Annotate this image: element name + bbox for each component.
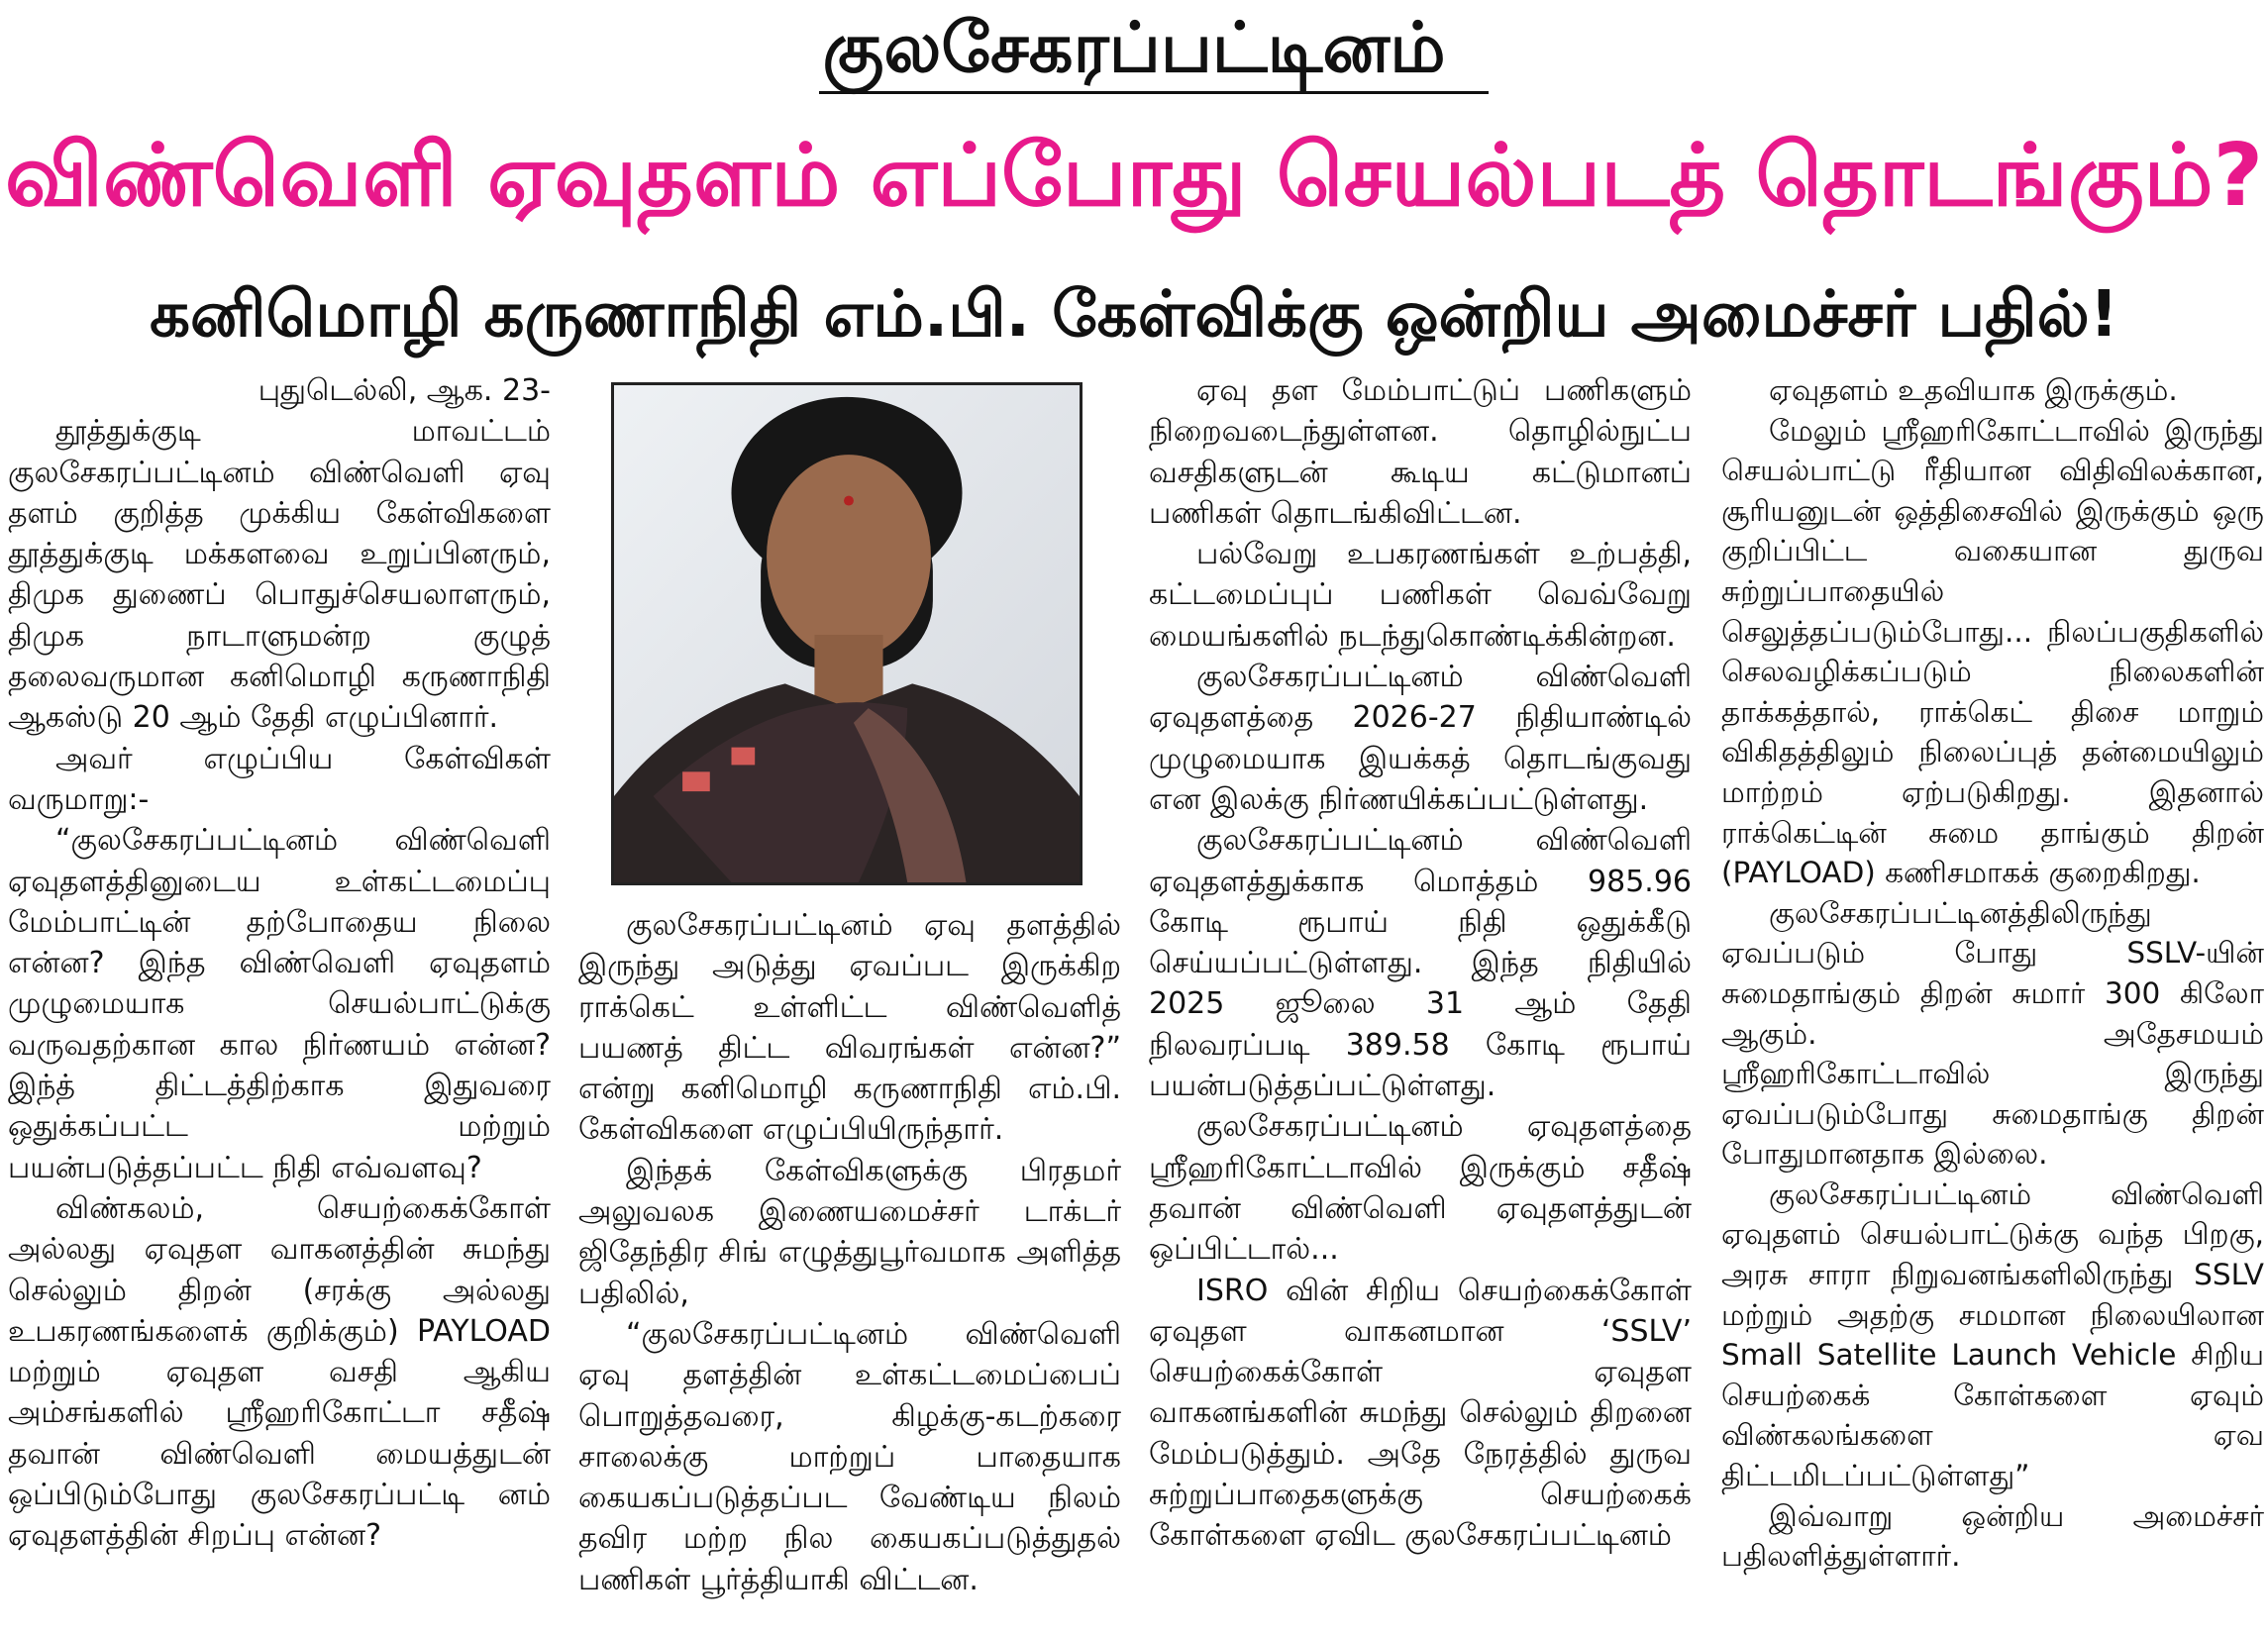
paragraph: பல்வேறு உபகரணங்கள் உற்பத்தி, கட்டமைப்புப் பணிகள் வெவ்வேறு மையங்களில் நடந்துகொண்டிக்கின்றன.: [1149, 537, 1692, 654]
paragraph: “குலசேகரப்பட்டினம் விண்வெளி ஏவுதளத்தினுடைய உள்கட்டமைப்பு மேம்பாட்டின் தற்போதைய நிலை என்ன? இந்த விண்வெளி ஏவுதளம் முழுமையாக செயல்பாட்டுக்கு வருவதற்கான கால நிர்ணயம் என்ன? இந்த் திட்டத்திற்காக இதுவரை ஒதுக்கப்பட்ட மற்றும் பயன்படுத்தப்பட்ட நிதி எவ்வளவு?: [8, 823, 551, 1185]
paragraph: குலசேகரப்பட்டினம் விண்வெளி ஏவுதளத்துக்காக மொத்தம் 985.96 கோடி ரூபாய் நிதி ஒதுக்கீடு செய்யப்பட்டுள்ளது. இந்த நிதியில் 2025 ஜூலை 31 ஆம் தேதி நிலவரப்படி 389.58 கோடி ரூபாய் பயன்படுத்தப்பட்டுள்ளது.: [1149, 823, 1692, 1104]
article-column-1: [8, 370, 551, 1557]
article-column-2: [578, 905, 1121, 1600]
paragraph: இந்தக் கேள்விகளுக்கு பிரதமர் அலுவலக இணையமைச்சர் டாக்டர் ஜிதேந்திர சிங் எழுத்துபூர்வமாக அளித்த பதிலில்,: [578, 1153, 1121, 1311]
paragraph: அவர் எழுப்பிய கேள்விகள் வருமாறு:-: [8, 741, 551, 817]
paragraph: ஏவுதளம் உதவியாக இருக்கும்.: [1769, 373, 2178, 407]
paragraph: குலசேகரப்பட்டினத்திலிருந்து ஏவப்படும் போது SSLV-யின் சுமைதாங்கும் திறன் சுமார் 300 கிலோ ஆகும். அதேசமயம் ஸ்ரீஹரிகோட்டாவில் இருந்து ஏவப்படும்போது சுமைதாங்கு திறன் போதுமானதாக இல்லை.: [1721, 895, 2264, 1172]
subheadline: கனிமொழி கருணாநிதி எம்.பி. கேள்விக்கு ஒன்றிய அமைச்சர் பதில்!: [150, 278, 2118, 352]
paragraph: குலசேகரப்பட்டினம் விண்வெளி ஏவுதளத்தை 2026-27 நிதியாண்டில் முழுமையாக இயக்கத் தொடங்குவது என இலக்கு நிர்ணயிக்கப்பட்டுள்ளது.: [1149, 660, 1692, 817]
headline: விண்வெளி ஏவுதளம் எப்போது செயல்படத் தொடங்கும்?: [4, 125, 2264, 226]
kicker-underline: [819, 91, 1489, 94]
paragraph: குலசேகரப்பட்டினம் ஏவுதளத்தை ஸ்ரீஹரிகோட்டாவில் இருக்கும் சதீஷ் தவான் விண்வெளி ஏவுதளத்துடன் ஒப்பிட்டால்...: [1149, 1109, 1692, 1268]
paragraph: ISRO வின் சிறிய செயற்கைக்கோள் ஏவுதள வாகனமான ‘SSLV’ செயற்கைக்கோள் ஏவுதள வாகனங்களின் சுமந்து செல்லும் திறனை மேம்படுத்தும். அதே நேரத்தில் துருவ சுற்றுப்பாதைகளுக்கு செயற்கைக் கோள்களை ஏவிட குலசேகரப்பட்டினம்: [1149, 1273, 1692, 1554]
paragraph: “குலசேகரப்பட்டினம் விண்வெளி ஏவு தளத்தின் உள்கட்டமைப்பைப் பொறுத்தவரை, கிழக்கு-கடற்கரை சாலைக்கு மாற்றுப் பாதையாக கையகப்படுத்தப்பட வேண்டிய நிலம் தவிர மற்ற நில கையகப்படுத்துதல் பணிகள் பூர்த்தியாகி விட்டன.: [578, 1316, 1121, 1597]
paragraph: தூத்துக்குடி மாவட்டம் குலசேகரப்பட்டினம் விண்வெளி ஏவு தளம் குறித்த முக்கிய கேள்விகளை தூத்துக்குடி மக்களவை உறுப்பினரும், திமுக துணைப் பொதுச்செயலாளரும், திமுக நாடாளுமன்ற குழுத் தலைவருமான கனிமொழி கருணாநிதி ஆகஸ்டு 20 ஆம் தேதி எழுப்பினார்.: [8, 414, 551, 736]
paragraph: விண்கலம், செயற்கைக்கோள் அல்லது ஏவுதள வாகனத்தின் சுமந்து செல்லும் திறன் (சரக்கு அல்லது உபகரணங்களைக் குறிக்கும்) PAYLOAD மற்றும் ஏவுதள வசதி ஆகிய அம்சங்களில் ஸ்ரீஹரிகோட்டா சதீஷ் தவான் விண்வெளி மையத்துடன் ஒப்பிடும்போது குலசேகரப்பட்டி னம் ஏவுதளத்தின் சிறப்பு என்ன?: [8, 1190, 551, 1554]
paragraph: இவ்வாறு ஒன்றிய அமைச்சர் பதிலளித்துள்ளார்.: [1721, 1498, 2264, 1574]
dateline: புதுடெல்லி, ஆக. 23-: [258, 373, 551, 408]
article-column-3: [1149, 370, 1692, 1557]
article-column-4: [1721, 370, 2264, 1577]
portrait-photo: [611, 382, 1082, 885]
section-kicker: குலசேகரப்பட்டினம்: [822, 7, 1446, 88]
paragraph: குலசேகரப்பட்டினம் ஏவு தளத்தில் இருந்து அடுத்து ஏவப்பட இருக்கிற ராக்கெட் உள்ளிட்ட விண்வெளித் பயணத் திட்ட விவரங்கள் என்ன?” என்று கனிமொழி கருணாநிதி எம்.பி. கேள்விகளை எழுப்பியிருந்தார்.: [578, 908, 1121, 1148]
paragraph: குலசேகரப்பட்டினம் விண்வெளி ஏவுதளம் செயல்பாட்டுக்கு வந்த பிறகு, அரசு சாரா நிறுவனங்களிலிருந்து SSLV மற்றும் அதற்கு சமமான நிலையிலான Small Satellite Launch Vehicle சிறிய செயற்கைக் கோள்களை ஏவும் விண்கலங்களை ஏவ திட்டமிடப்பட்டுள்ளது”: [1721, 1177, 2264, 1493]
paragraph: மேலும் ஸ்ரீஹரிகோட்டாவில் இருந்து செயல்பாட்டு ரீதியான விதிவிலக்கான, சூரியனுடன் ஒத்திசைவில் இருக்கும் ஒரு குறிப்பிட்ட வகையான துருவ சுற்றுப்பாதையில் செலுத்தப்படும்போது... நிலப்பகுதிகளில் செலவழிக்கப்படும் நிலைகளின் தாக்கத்தால், ராக்கெட் திசை மாறும் விகிதத்திலும் நிலைப்புத் தன்மையிலும் மாற்றம் ஏற்படுகிறது. இதனால் ராக்கெட்டின் சுமை தாங்கும் திறன் (PAYLOAD) கணிசமாகக் குறைகிறது.: [1721, 413, 2264, 890]
paragraph: ஏவு தள மேம்பாட்டுப் பணிகளும் நிறைவடைந்துள்ளன. தொழில்நுட்ப வசதிகளுடன் கூடிய கட்டுமானப் பணிகள் தொடங்கிவிட்டன.: [1149, 373, 1692, 531]
